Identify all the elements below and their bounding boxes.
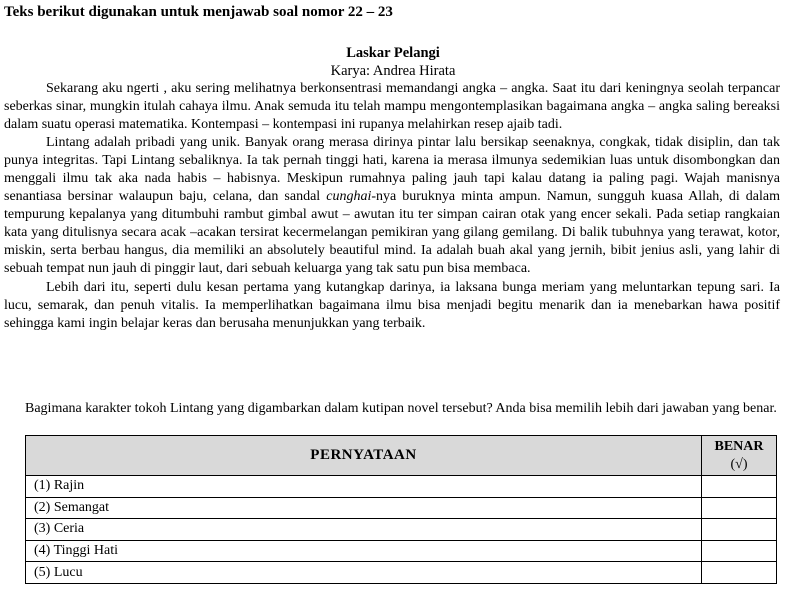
- question-text: Bagimana karakter tokoh Lintang yang digambarkan dalam kutipan novel tersebut? Anda bisa memilih lebih dari jawaban yang benar.: [25, 401, 777, 416]
- table-row: [26, 519, 777, 541]
- answer-cell[interactable]: [702, 540, 777, 562]
- statement-cell: (5) Lucu: [26, 562, 702, 584]
- statement-cell: (1) Rajin: [26, 476, 702, 498]
- check-mark-icon: (√): [730, 456, 748, 472]
- story-paragraph-2-part-b: nya buruknya minta ampun. Namun, sungguh kuasa Allah, di dalam tempurung kepalanya yang ditumbuhi rambut gimbal awut – awutan itu ter simpan cairan otak yang encer sekali. Pada setiap rangkaian kata yang ditulisnya secara acak –acakan tersirat kecermelangan pemikiran yang gilang gemilang. Di balik tubuhnya yang terawat, kotor, miskin, serta berbau hangus, dia memiliki an absolutely beautiful mind. Ia adalah buah akal yang jernih, bibit jenius asli, yang lahir di sebuah tempat nun jauh di pinggir laut, dari sebuah keluarga yang tak satu pun bisa membaca.: [4, 189, 780, 277]
- story-paragraph-2-italic: cunghai-: [326, 189, 376, 205]
- answer-table-header: [26, 436, 777, 476]
- story-paragraph-3: Lebih dari itu, seperti dulu kesan pertama yang kutangkap darinya, ia laksana bunga meriam yang meluntarkan tepung sari. Ia lucu, semarak, dan penuh vitalis. Ia memperlihatkan bagaimana ilmu bisa menjadi begitu menarik dan ia menebarkan hawa positif sehingga kami ingin belajar keras dan berusaha menunjukkan yang terbaik.: [4, 279, 780, 331]
- story-title: Laskar Pelangi: [346, 45, 440, 61]
- story-paragraph-2-part-a: Lintang adalah pribadi yang unik. Banyak orang merasa dirinya pintar lalu bersikap seenaknya, congkak, tidak disiplin, dan tak punya integritas. Tapi Lintang sebaliknya. Ia tak pernah tinggi hati, karena ia merasa ilmunya sedemikian luas untuk disombongkan dan menggali ilmu tak aka nada habis – habisnya. Meskipun rumahnya paling jauh tapi kalau datang ia paling pagi. Wajah manisnya senantiasa bersinar walaupun baju, celana, dan sandal: [4, 135, 780, 205]
- table-row: [26, 497, 777, 519]
- story-author: Karya: Andrea Hirata: [330, 63, 456, 79]
- story-paragraph-1: Sekarang aku ngerti , aku sering melihatnya berkonsentrasi memandangi angka – angka. Saat itu dari keningnya seolah terpancar seberkas sinar, mungkin itulah cahaya ilmu. Anak semuda itu telah mampu mengontemplasikan bagaimana angka – angka saling bereaksi dalam suatu operasi matematika. Kontempasi – kontempasi ini rupanya melahirkan resep ajaib tadi.: [4, 81, 780, 133]
- story-text: [4, 80, 780, 333]
- statement-cell: (3) Ceria: [26, 519, 702, 541]
- answer-cell[interactable]: [702, 476, 777, 498]
- table-row: [26, 540, 777, 562]
- page-heading: Teks berikut digunakan untuk menjawab soal nomor 22 – 23: [4, 4, 393, 20]
- statement-cell: (2) Semangat: [26, 497, 702, 519]
- answer-cell[interactable]: [702, 519, 777, 541]
- answer-cell[interactable]: [702, 562, 777, 584]
- header-statement: PERNYATAAN: [26, 436, 702, 476]
- table-row: [26, 562, 777, 584]
- answer-cell[interactable]: [702, 497, 777, 519]
- answer-table: [25, 435, 777, 584]
- statement-cell: (4) Tinggi Hati: [26, 540, 702, 562]
- header-correct: [702, 436, 777, 476]
- story-paragraph-2: [4, 134, 780, 278]
- header-correct-label: BENAR: [714, 438, 764, 454]
- table-row: [26, 476, 777, 498]
